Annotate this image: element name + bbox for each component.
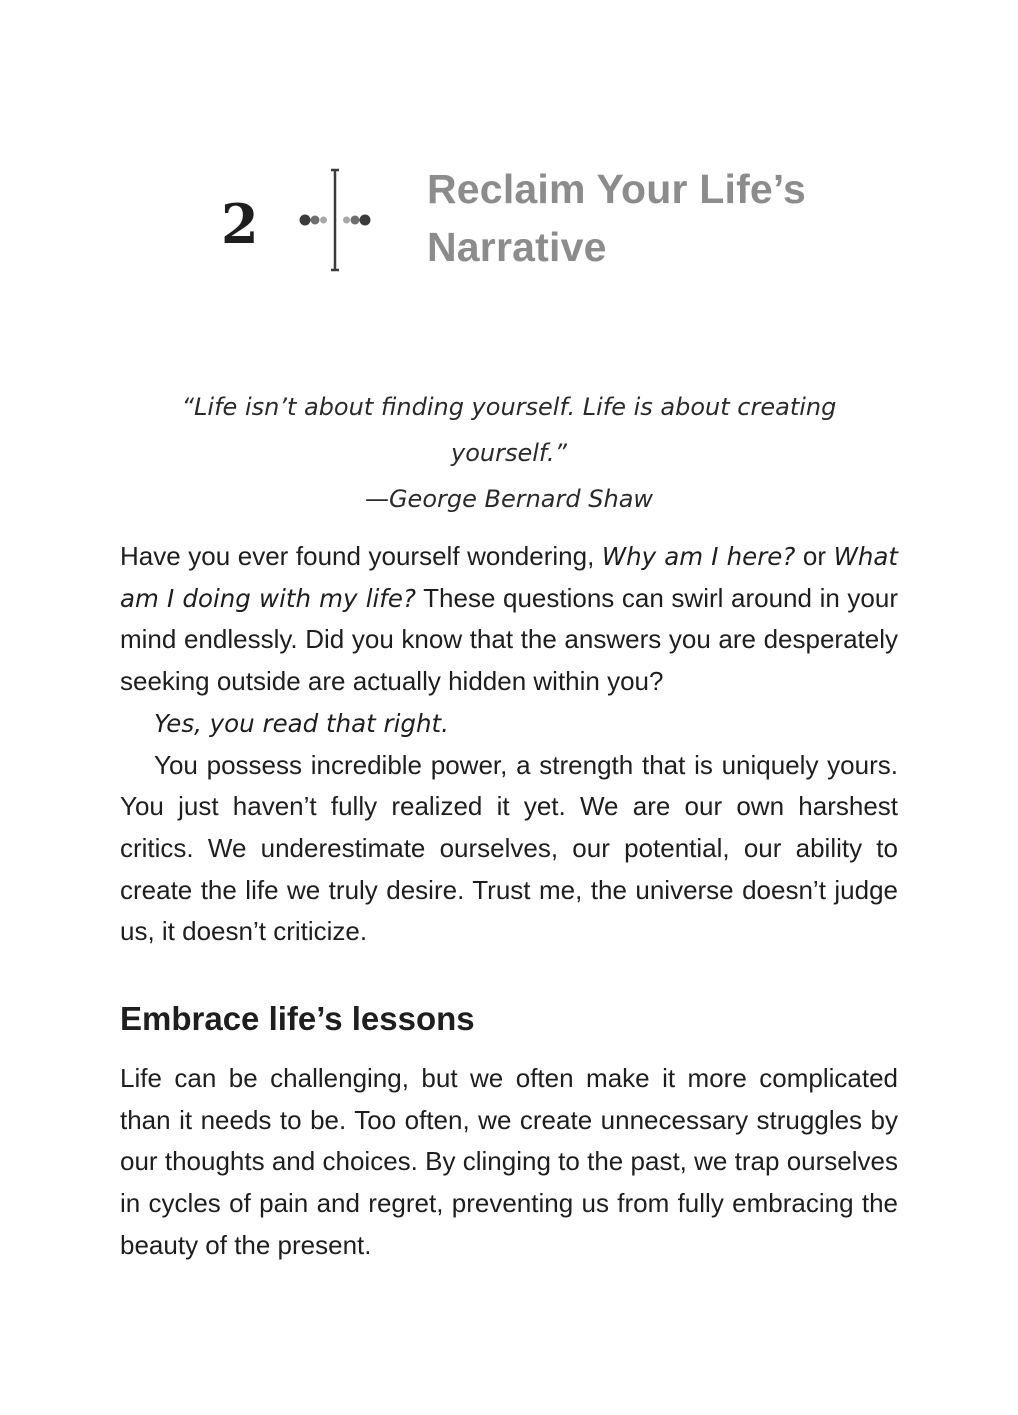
dot-line-divider-icon	[296, 166, 378, 274]
text-run: or	[795, 541, 834, 571]
italic-question: What am I doing with my life?	[120, 542, 898, 613]
epigraph-quote: “Life isn’t about finding yourself. Life is about creating yourself.”	[181, 393, 837, 467]
chapter-title-line-1: Reclaim Your Life’s	[427, 166, 807, 212]
text-run: Have you ever found yourself wondering,	[120, 541, 602, 571]
chapter-title-line-2: Narrative	[427, 224, 607, 270]
intro-text	[120, 536, 898, 953]
italic-question: Why am I here?	[601, 542, 796, 571]
epigraph	[120, 384, 898, 522]
epigraph-attribution: —George Bernard Shaw	[364, 485, 654, 513]
chapter-number: 2	[221, 192, 259, 256]
paragraph: You possess incredible power, a strength that is uniquely yours. You just haven’t fully realized it yet. We are our own harshest critics. We underestimate ourselves, our potential, our ability to create the life we truly desire. Trust me, the universe doesn’t judge us, it doesn’t criticize.	[120, 749, 898, 947]
chapter-title	[427, 160, 947, 276]
text-run: These questions can swirl around in your mind endlessly. Did you know that the answers you are desperately seeking outside are actually hidden within you?	[120, 582, 898, 697]
paragraph	[120, 703, 898, 745]
paragraph: Life can be challenging, but we often make it more complicated than it needs to be. Too often, we create unnecessary struggles by our thoughts and choices. By clinging to the past, we trap ourselves in cycles of pain and regret, preventing us from fully embracing the beauty of the present.	[120, 1063, 898, 1260]
section-heading: Embrace life’s lessons	[120, 1000, 475, 1037]
section-text	[120, 1058, 898, 1267]
italic-line: Yes, you read that right.	[154, 708, 449, 738]
paragraph	[120, 536, 898, 703]
